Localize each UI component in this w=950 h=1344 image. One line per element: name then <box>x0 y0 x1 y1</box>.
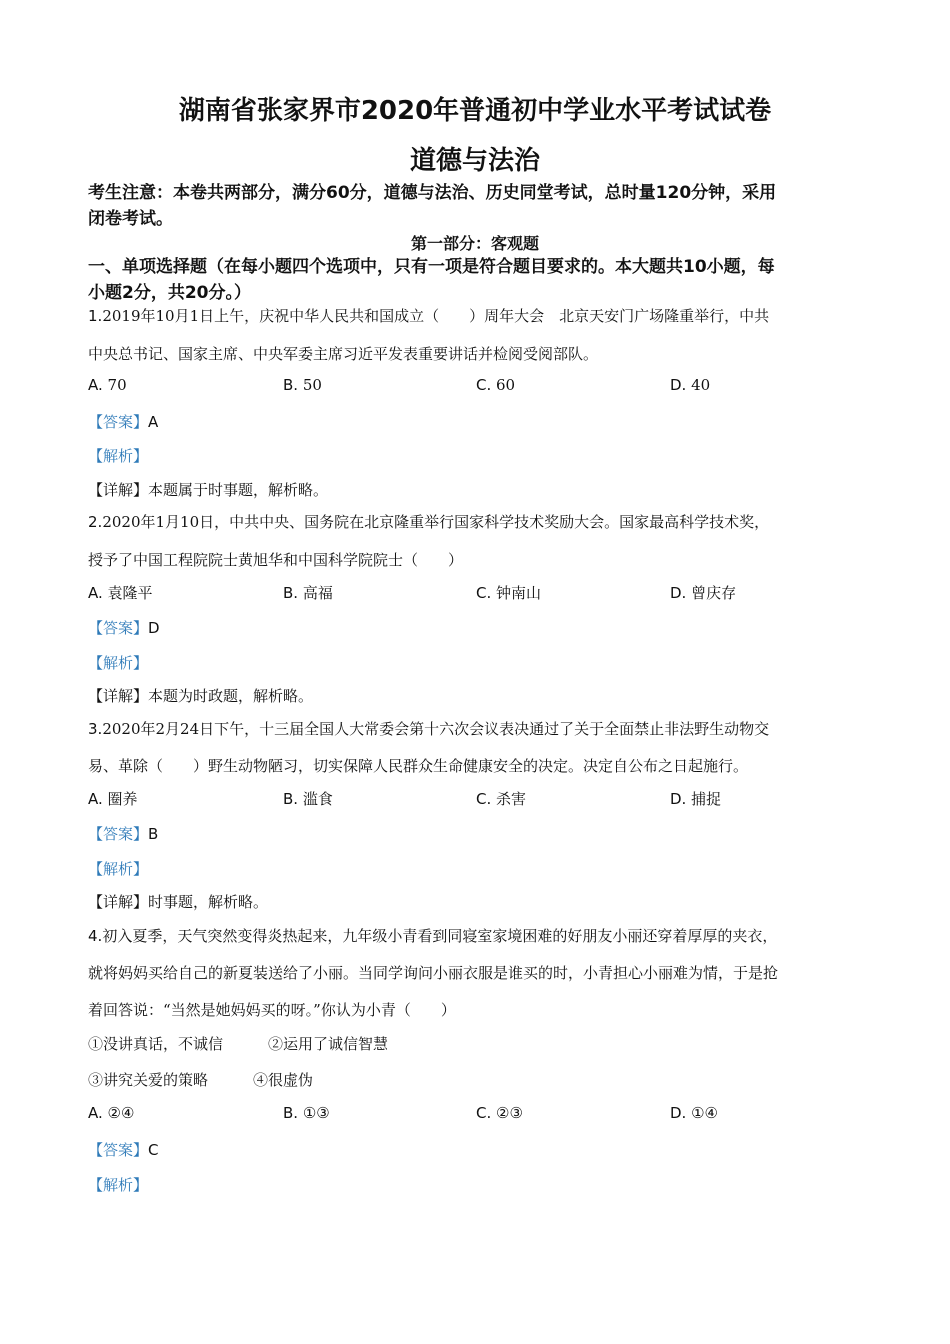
question-3-option-c: C. 杀害 <box>476 790 527 808</box>
question-2-option-b: B. 高福 <box>283 584 333 602</box>
question-1-option-a: A. 70 <box>88 376 127 394</box>
question-1-detail: 【详解】本题属于时事题，解析略。 <box>88 481 329 499</box>
question-4-statements-2: ③讲究关爱的策略 ④很虚伪 <box>88 1071 314 1089</box>
question-1-option-d: D. 40 <box>670 376 711 394</box>
question-2-analysis: 【解析】 <box>88 654 149 672</box>
question-2-option-c: C. 钟南山 <box>476 584 542 602</box>
question-1-options <box>88 376 868 398</box>
question-4-number: 4. <box>88 927 103 945</box>
question-2-number: 2. <box>88 513 103 531</box>
part1-title: 第一部分：客观题 <box>410 234 539 253</box>
question-4-analysis: 【解析】 <box>88 1176 149 1194</box>
question-2-options <box>88 582 868 604</box>
notice-line-1: 考生注意：本卷共两部分，满分60分，道德与法治、历史同堂考试，总时量120分钟，采用 <box>88 183 777 203</box>
question-1-answer: 【答案】A <box>88 413 159 431</box>
section1-line-1: 一、单项选择题（在每小题四个选项中，只有一项是符合题目要求的。本大题共10小题，每 <box>88 257 775 277</box>
question-4-option-d: D. ①④ <box>670 1104 718 1122</box>
question-4-statements-1: ①没讲真话，不诚信 ②运用了诚信智慧 <box>88 1035 389 1053</box>
question-3-text: 2020年2月24日下午，十三届全国人大常委会第十六次会议表决通过了关于全面禁止非法野生动物交 <box>102 720 770 738</box>
question-4-option-b: B. ①③ <box>283 1104 330 1122</box>
section1-heading <box>88 254 868 306</box>
question-1-option-c: C. 60 <box>476 376 516 394</box>
question-1-option-b: B. 50 <box>283 376 322 394</box>
question-2-text: 2020年1月10日，中共中央、国务院在北京隆重举行国家科学技术奖励大会。国家最高科学技术奖， <box>102 513 770 531</box>
question-4-options <box>88 1104 868 1126</box>
question-4-line-2: 就将妈妈买给自己的新夏装送给了小丽。当同学询问小丽衣服是谁买的时，小青担心小丽难为情，于是抢 <box>88 964 779 982</box>
question-2-option-d: D. 曾庆存 <box>670 584 737 602</box>
question-1-analysis: 【解析】 <box>88 447 149 465</box>
question-4-line-3: 着回答说：“当然是她妈妈买的呀。”你认为小青（ ） <box>88 1001 456 1019</box>
question-1-text: 2019年10月1日上午，庆祝中华人民共和国成立（ ）周年大会 北京天安门广场隆重举行，中共 <box>102 307 770 325</box>
question-4-option-c: C. ②③ <box>476 1104 523 1122</box>
question-2-answer: 【答案】D <box>88 619 160 637</box>
question-1-line-2: 中央总书记、国家主席、中央军委主席习近平发表重要讲话并检阅受阅部队。 <box>88 345 599 363</box>
question-2-detail: 【详解】本题为时政题，解析略。 <box>88 687 314 705</box>
subject-title: 道德与法治 <box>409 146 540 176</box>
question-4-text: 初入夏季，天气突然变得炎热起来，九年级小青看到同寝室家境困难的好朋友小丽还穿着厚厚的夹衣， <box>102 927 778 945</box>
question-4-option-a: A. ②④ <box>88 1104 135 1122</box>
question-1-number: 1. <box>88 307 103 325</box>
section1-line-2: 小题2分，共20分。） <box>88 283 251 303</box>
question-3-detail: 【详解】时事题，解析略。 <box>88 893 269 911</box>
question-1-line-1 <box>88 305 868 326</box>
question-3-option-d: D. 捕捉 <box>670 790 722 808</box>
question-3-option-b: B. 滥食 <box>283 790 333 808</box>
question-3-line-2: 易、革除（ ）野生动物陋习，切实保障人民群众生命健康安全的决定。决定自公布之日起施行。 <box>88 757 749 775</box>
question-3-number: 3. <box>88 720 103 738</box>
question-4-line-1 <box>88 925 868 946</box>
question-3-analysis: 【解析】 <box>88 860 149 878</box>
question-2-option-a: A. 袁隆平 <box>88 584 153 602</box>
question-3-answer: 【答案】B <box>88 825 159 843</box>
notice-line-2: 闭卷考试。 <box>88 209 173 229</box>
question-3-option-a: A. 圈养 <box>88 790 138 808</box>
question-3-options <box>88 788 868 810</box>
question-4-answer: 【答案】C <box>88 1141 159 1159</box>
question-2-line-2: 授予了中国工程院院士黄旭华和中国科学院院士（ ） <box>88 551 464 569</box>
question-3-line-1 <box>88 718 868 739</box>
exam-notice <box>88 180 868 232</box>
question-2-line-1 <box>88 511 868 532</box>
exam-title: 湖南省张家界市2020年普通初中学业水平考试试卷 <box>178 96 772 126</box>
